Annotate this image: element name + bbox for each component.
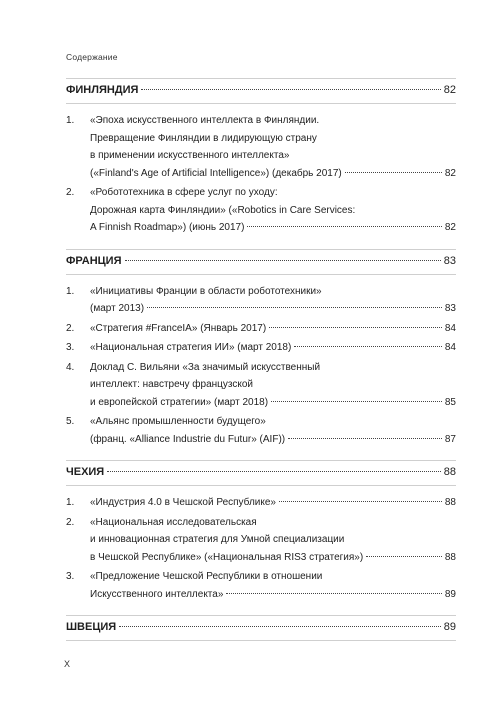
entry-line: и инновационная стратегия для Умной специализации <box>90 534 345 545</box>
dot-leader <box>119 626 441 627</box>
entry-text <box>90 494 456 512</box>
entry-text <box>90 413 456 448</box>
entry-last-line <box>90 219 456 237</box>
running-head: Содержание <box>66 52 118 62</box>
entry-page-number: 85 <box>444 396 456 408</box>
toc-entry[interactable] <box>66 184 456 237</box>
toc-section-heading[interactable] <box>66 79 456 103</box>
entry-page-number: 88 <box>444 497 456 508</box>
entry-line: интеллект: навстречу французской <box>90 379 254 390</box>
entry-number: 2. <box>66 187 75 198</box>
section-title: ФРАНЦИЯ <box>66 254 122 267</box>
entry-page-number: 88 <box>444 551 456 563</box>
entry-line: Дорожная карта Финляндии» («Robotics in Care Services: <box>90 204 356 216</box>
entry-line: (франц. «Alliance Industrie du Futur» (AIF)) <box>90 433 286 445</box>
entry-number: 1. <box>66 497 75 508</box>
toc-section-heading[interactable] <box>66 461 456 485</box>
toc-entry[interactable] <box>66 359 456 412</box>
toc-entry[interactable] <box>66 494 456 512</box>
entry-line: Доклад С. Вильяни «За значимый искусственный <box>90 361 321 373</box>
entry-last-line <box>90 394 456 412</box>
entry-line: «Стратегия #FranceIA» (Январь 2017) <box>90 322 267 334</box>
entry-line: «Робототехника в сфере услуг по уходу: <box>90 187 278 198</box>
entry-text <box>90 359 456 412</box>
entry-number: 2. <box>66 322 75 334</box>
entry-number: 3. <box>66 571 75 582</box>
section-page-number: 83 <box>443 254 456 267</box>
entry-line: (март 2013) <box>90 303 145 314</box>
entry-line: «Национальная стратегия ИИ» (март 2018) <box>90 342 292 353</box>
dot-leader <box>294 346 442 347</box>
page-folio: X <box>64 659 71 669</box>
entry-line: Искусственного интеллекта» <box>90 588 224 600</box>
section-title: ШВЕЦИЯ <box>66 621 117 633</box>
entry-text <box>90 184 456 237</box>
section-title: ФИНЛЯНДИЯ <box>66 84 139 96</box>
entry-line: «Национальная исследовательская <box>90 516 257 528</box>
toc-entry[interactable] <box>66 413 456 448</box>
dot-leader <box>279 501 442 502</box>
dot-leader <box>141 89 440 90</box>
toc-section-heading[interactable] <box>66 616 456 640</box>
entry-text <box>90 320 456 338</box>
entry-last-line <box>90 431 456 449</box>
entry-number: 1. <box>66 285 75 297</box>
section-rule <box>66 640 456 641</box>
entry-page-number: 84 <box>444 342 456 353</box>
entry-line: «Альянс промышленности будущего» <box>90 416 266 427</box>
dot-leader <box>345 172 442 173</box>
dot-leader <box>107 471 441 472</box>
entry-number: 1. <box>66 115 75 126</box>
dot-leader <box>269 327 442 328</box>
toc-item-list <box>66 104 456 249</box>
entry-line: и европейской стратегии» (март 2018) <box>90 396 269 408</box>
toc-entry[interactable] <box>66 112 456 182</box>
section-page-number: 88 <box>443 466 456 478</box>
toc-entry[interactable] <box>66 514 456 567</box>
entry-page-number: 82 <box>444 222 456 233</box>
entry-number: 5. <box>66 416 75 427</box>
entry-last-line <box>90 586 456 604</box>
entry-line: в применении искусственного интеллекта» <box>90 150 290 161</box>
toc-item-list <box>66 486 456 615</box>
entry-number: 4. <box>66 361 75 373</box>
section-title: ЧЕХИЯ <box>66 466 105 478</box>
entry-last-line <box>90 300 456 318</box>
entry-line: Превращение Финляндии в лидирующую страну <box>90 132 317 144</box>
section-page-number: 89 <box>443 621 456 633</box>
dot-leader <box>271 401 442 402</box>
entry-line: «Индустрия 4.0 в Чешской Республике» <box>90 497 276 508</box>
entry-text <box>90 568 456 603</box>
entry-text <box>90 112 456 182</box>
entry-page-number: 82 <box>444 167 456 179</box>
entry-line: «Инициативы Франции в области робототехники» <box>90 285 322 297</box>
toc-entry[interactable] <box>66 283 456 318</box>
entry-last-line <box>90 549 456 567</box>
table-of-contents <box>66 78 456 641</box>
entry-line: в Чешской Республике» («Национальная RIS3 стратегия») <box>90 551 364 563</box>
dot-leader <box>366 556 442 557</box>
entry-last-line <box>90 339 456 357</box>
entry-text <box>90 339 456 357</box>
dot-leader <box>288 438 442 439</box>
entry-line: «Эпоха искусственного интеллекта в Финляндии. <box>90 115 320 126</box>
toc-entry[interactable] <box>66 339 456 357</box>
entry-line: («Finland's Age of Artificial Intelligence») (декабрь 2017) <box>90 167 342 179</box>
dot-leader <box>247 226 441 227</box>
entry-page-number: 84 <box>444 322 456 334</box>
toc-entry[interactable] <box>66 320 456 338</box>
entry-number: 2. <box>66 516 75 528</box>
entry-page-number: 87 <box>444 433 456 445</box>
section-page-number: 82 <box>443 84 456 96</box>
entry-line: «Предложение Чешской Республики в отношении <box>90 571 323 582</box>
entry-text <box>90 514 456 567</box>
entry-last-line <box>90 320 456 338</box>
entry-page-number: 83 <box>444 303 456 314</box>
entry-number: 3. <box>66 342 75 353</box>
toc-entry[interactable] <box>66 568 456 603</box>
entry-last-line <box>90 165 456 183</box>
dot-leader <box>147 307 442 308</box>
dot-leader <box>226 593 441 594</box>
entry-page-number: 89 <box>444 588 456 600</box>
entry-text <box>90 283 456 318</box>
entry-line: A Finnish Roadmap») (июнь 2017) <box>90 222 245 233</box>
toc-item-list <box>66 275 456 461</box>
toc-section-heading[interactable] <box>66 250 456 274</box>
dot-leader <box>125 260 441 261</box>
entry-last-line <box>90 494 456 512</box>
